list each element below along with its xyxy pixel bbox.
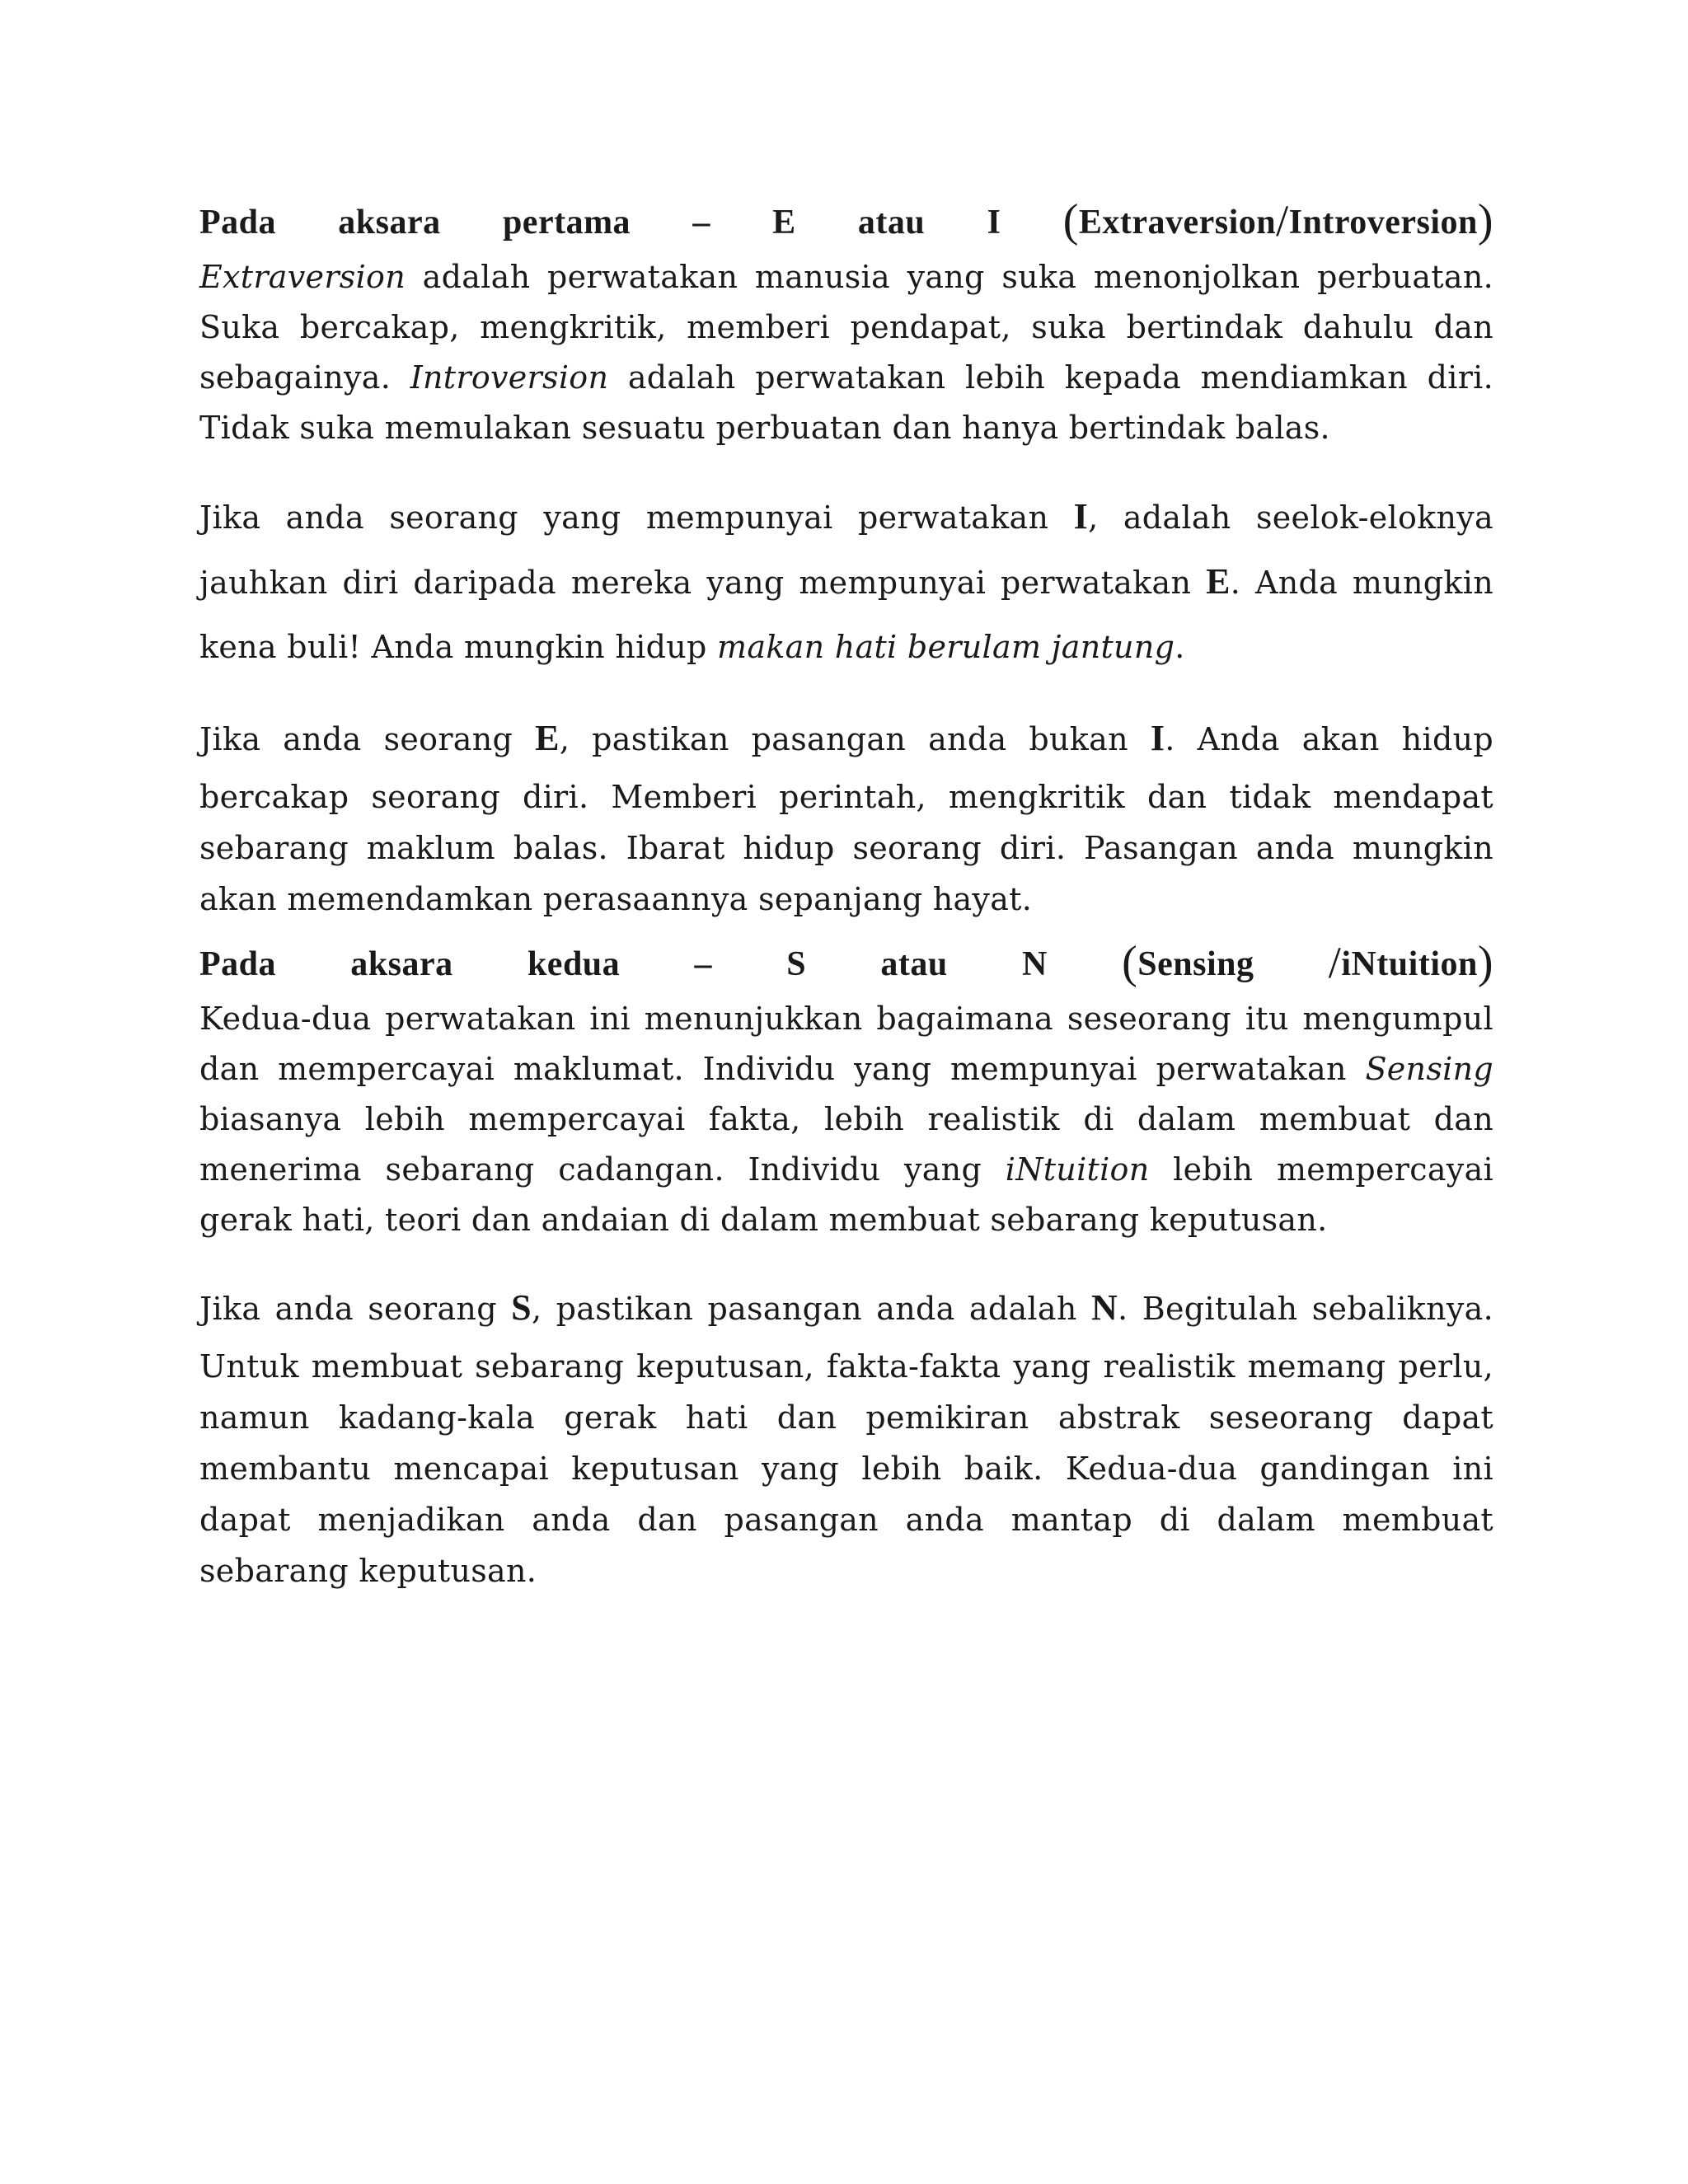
italic-phrase: makan hati berulam jantung	[717, 629, 1175, 665]
heading-dash: –	[694, 945, 712, 983]
italic-term: Introversion	[410, 359, 609, 396]
section-heading-sensing-intuition	[199, 933, 1493, 994]
text-run: biasanya lebih mempercayai fakta, lebih realistik di dalam membuat dan menerima sebarang cadangan. Individu yang	[199, 1101, 1493, 1188]
heading-word: pertama	[502, 204, 631, 241]
heading-term-open	[1122, 937, 1254, 988]
heading-slash: /	[1276, 196, 1289, 246]
italic-term: Extraversion	[199, 259, 406, 295]
heading-slash: /	[1328, 938, 1342, 987]
heading-dash: –	[692, 204, 710, 241]
heading-letter: N	[1022, 945, 1048, 983]
text-run: . Anda akan hidup bercakap seorang diri. Memberi perintah, mengkritik dan tidak mendapat sebarang maklum balas. Ibarat hidup seorang diri. Pasangan anda mungkin akan memendamkan perasaannya sepanjang hayat.	[199, 721, 1493, 917]
heading-term-close	[1328, 937, 1493, 988]
heading-word: Pada	[199, 204, 277, 241]
italic-term: iNtuition	[1005, 1151, 1150, 1188]
section-heading-extraversion-introversion	[199, 191, 1493, 252]
text-run: Jika anda seorang	[199, 1291, 512, 1327]
bold-letter: N	[1090, 1287, 1118, 1328]
heading-letter: E	[772, 204, 796, 241]
text-run: , pastikan pasangan anda adalah	[531, 1291, 1091, 1327]
text-run: Kedua-dua perwatakan ini menunjukkan bagaimana seseorang itu mengumpul dan mempercayai maklumat. Individu yang mempunyai perwatakan	[199, 1001, 1493, 1087]
heading-word: kedua	[527, 945, 621, 983]
heading-term-group	[1062, 195, 1494, 246]
heading-word: atau	[857, 204, 926, 241]
bold-letter: E	[1206, 561, 1231, 602]
paragraph-advice-introvert	[199, 485, 1493, 679]
text-run: , adalah seelok-eloknya jauhkan diri daripada mereka yang mempunyai perwatakan	[199, 499, 1493, 601]
bold-letter: I	[1150, 718, 1165, 758]
text-run: lebih mempercayai gerak hati, teori dan andaian di dalam membuat sebarang keputusan.	[199, 1151, 1493, 1238]
text-run: , pastikan pasangan anda bukan	[559, 721, 1151, 757]
heading-term: Introversion	[1288, 204, 1478, 241]
text-run: .	[1175, 629, 1185, 665]
heading-letter: S	[786, 945, 807, 983]
heading-open-paren: (	[1122, 937, 1138, 988]
text-run: . Anda mungkin kena buli! Anda mungkin hidup	[199, 565, 1493, 665]
heading-term: iNtuition	[1341, 945, 1478, 983]
heading-word: aksara	[338, 204, 441, 241]
italic-term: Sensing	[1365, 1051, 1493, 1087]
text-run: Jika anda seorang yang mempunyai perwatakan	[199, 499, 1074, 536]
bold-letter: E	[535, 718, 560, 758]
heading-word: Pada	[199, 945, 277, 983]
heading-letter: I	[987, 204, 1001, 241]
heading-close-paren: )	[1477, 195, 1494, 246]
paragraph-extraversion-definition	[199, 252, 1493, 453]
heading-word: aksara	[350, 945, 453, 983]
paragraph-advice-extravert	[199, 707, 1493, 925]
bold-letter: S	[511, 1287, 532, 1328]
text-run: adalah perwatakan manusia yang suka menonjolkan perbuatan. Suka bercakap, mengkritik, memberi pendapat, suka bertindak dahulu dan sebagainya.	[199, 259, 1493, 396]
bold-letter: I	[1073, 496, 1089, 537]
document-page	[199, 191, 1493, 1596]
heading-term: Extraversion	[1078, 204, 1277, 241]
paragraph-sensing-definition	[199, 994, 1493, 1245]
text-run: . Begitulah sebaliknya. Untuk membuat sebarang keputusan, fakta-fakta yang realistik memang perlu, namun kadang-kala gerak hati dan pemikiran abstrak seseorang dapat membantu mencapai keputusan yang lebih baik. Kedua-dua gandingan ini dapat menjadikan anda dan pasangan anda mantap di dalam membuat sebarang keputusan.	[199, 1291, 1493, 1589]
paragraph-advice-sensing	[199, 1277, 1493, 1596]
heading-term: Sensing	[1137, 945, 1254, 983]
text-run: Jika anda seorang	[199, 721, 536, 757]
heading-open-paren: (	[1062, 195, 1079, 246]
heading-word: atau	[880, 945, 948, 983]
heading-close-paren: )	[1477, 937, 1493, 988]
text-run: adalah perwatakan lebih kepada mendiamkan diri. Tidak suka memulakan sesuatu perbuatan dan hanya bertindak balas.	[199, 359, 1493, 446]
